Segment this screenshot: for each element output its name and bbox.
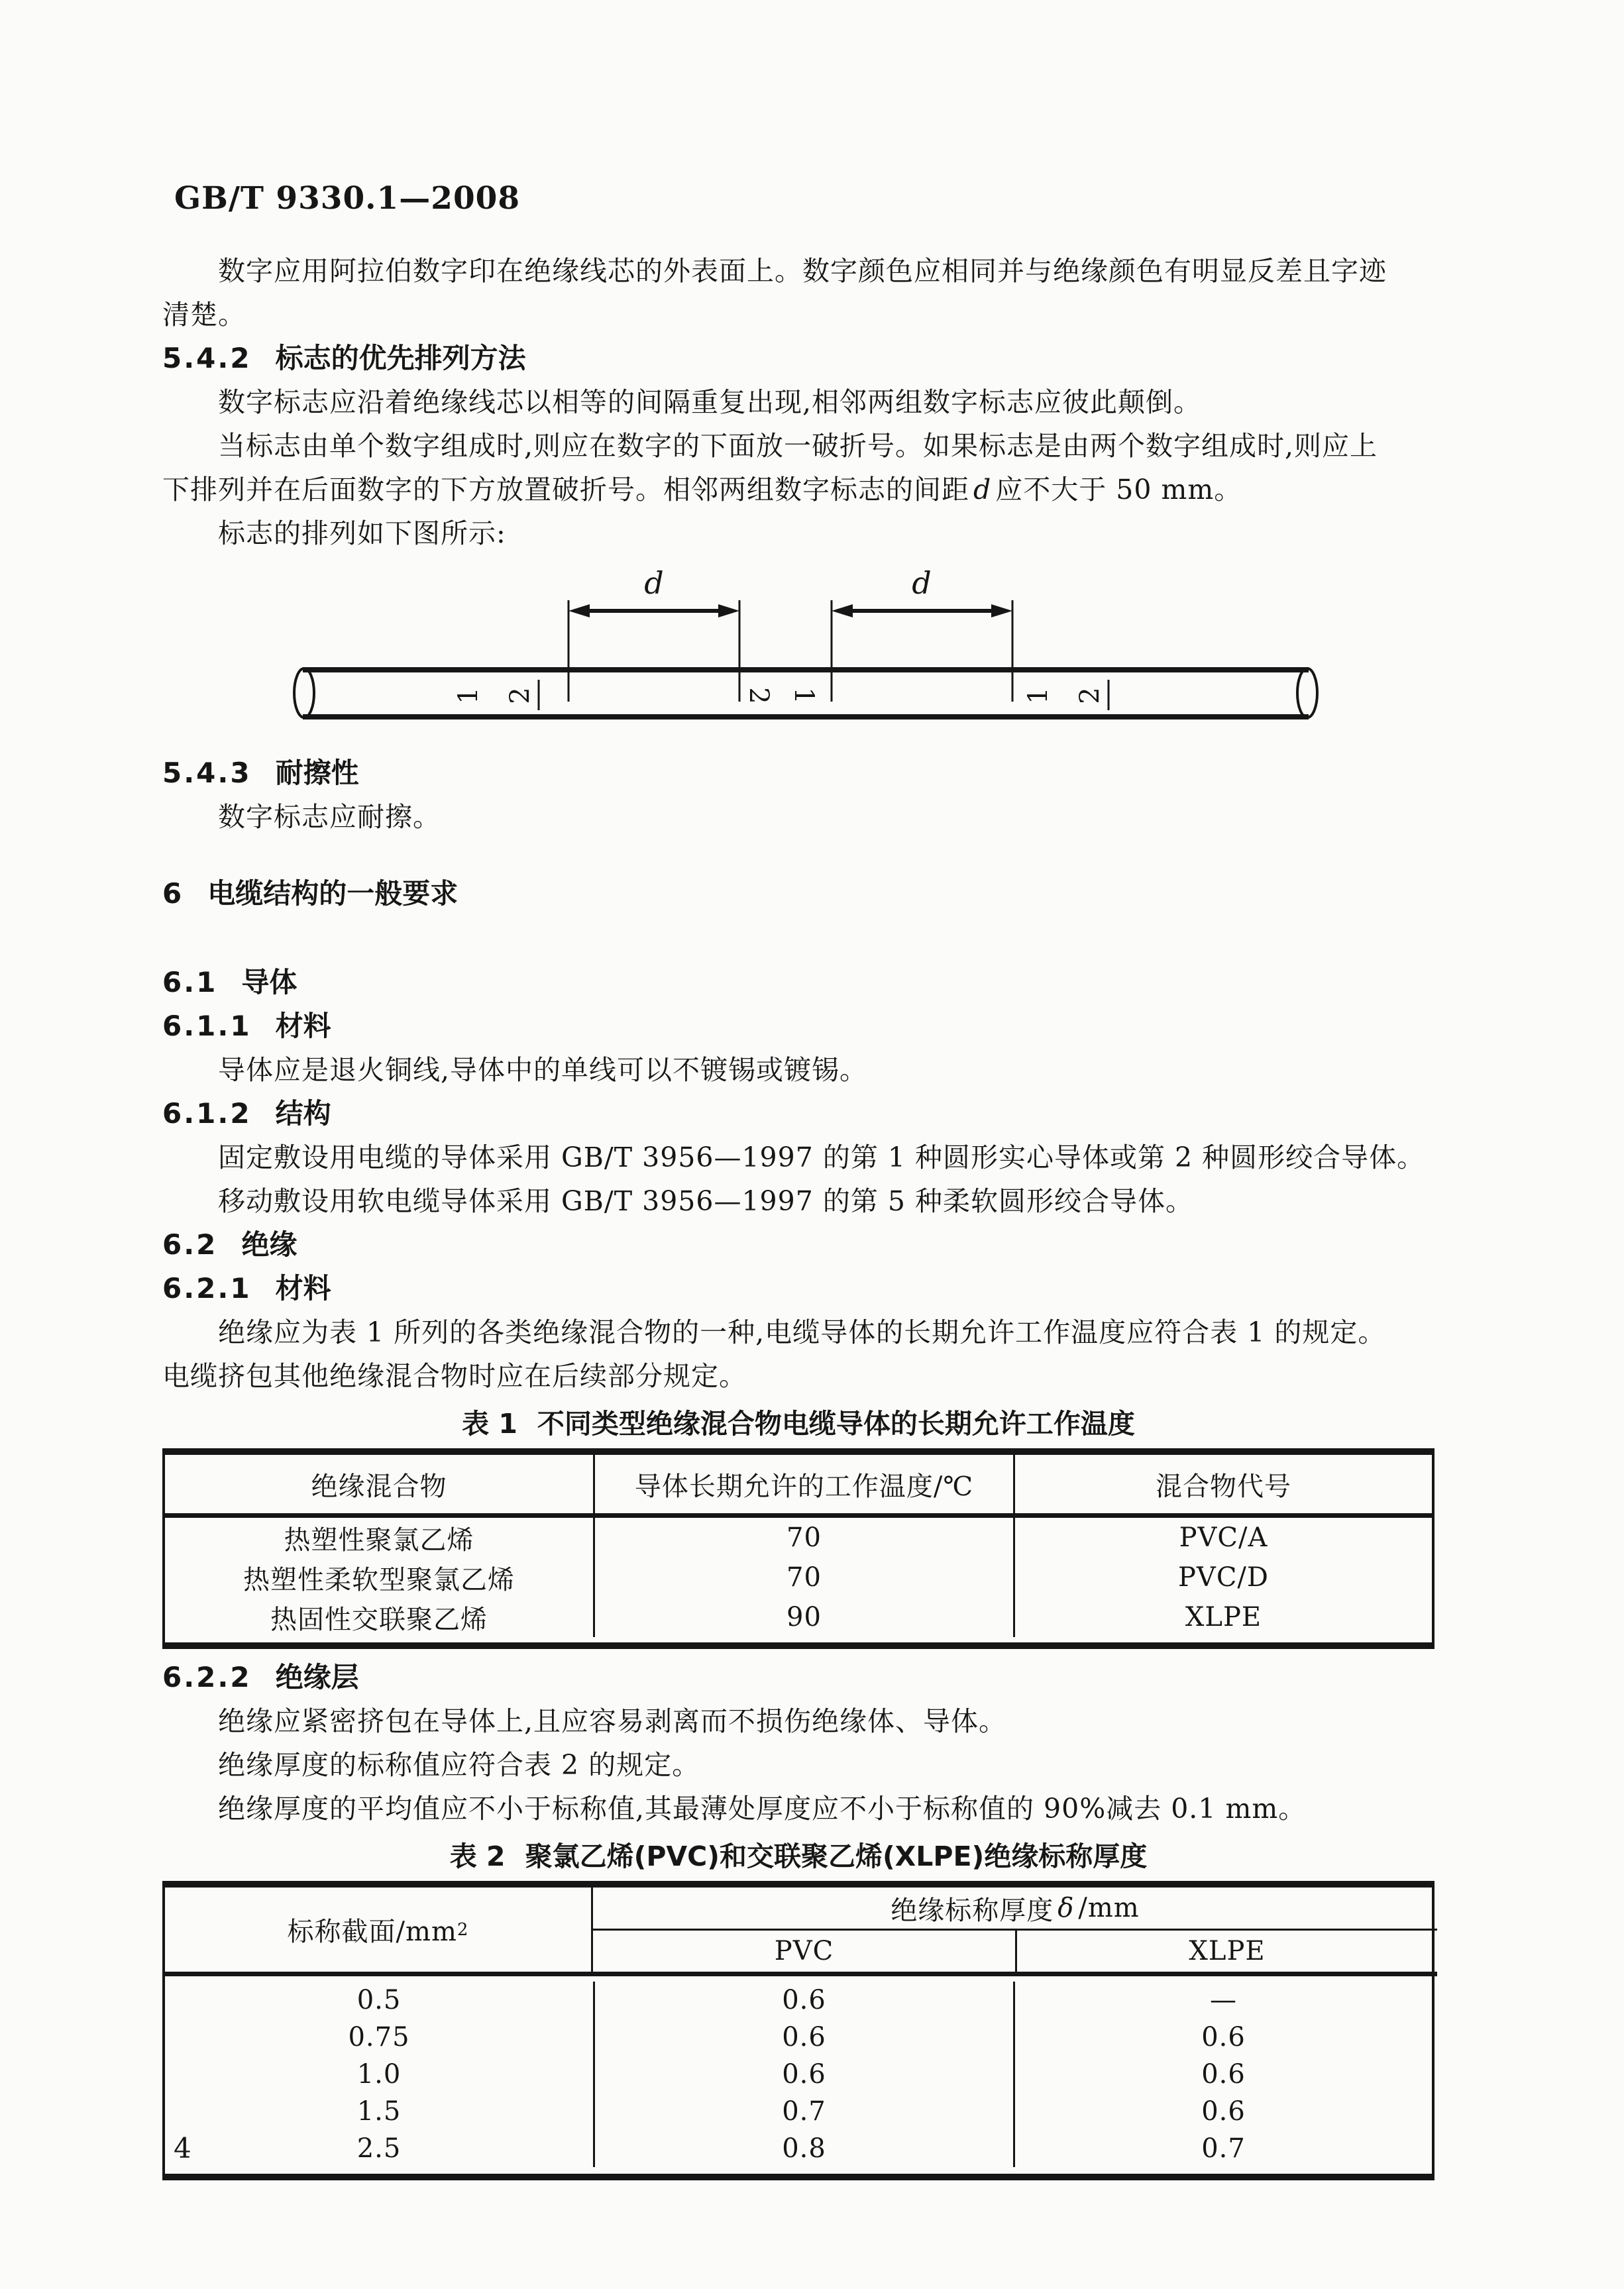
table-2-label: 表 2 <box>449 1840 506 1872</box>
table-2-cell-xlpe-2: 0.6 <box>1013 2019 1432 2056</box>
paragraph-single-digit-line2-post: 应不大于 50 mm。 <box>995 474 1242 506</box>
heading-6-2-1-number: 6.2.1 <box>162 1272 252 1304</box>
heading-6-1-1-title: 材料 <box>275 1010 331 1042</box>
heading-6-1-1-number: 6.1.1 <box>162 1010 252 1042</box>
paragraph-single-digit-line2 <box>162 468 1471 511</box>
table-2-cell-section-5: 2.5 <box>356 2133 402 2164</box>
standard-code: GB/T 9330.1—2008 <box>174 180 521 217</box>
paragraph-single-digit-line1: 当标志由单个数字组成时,则应在数字的下面放一破折号。如果标志是由两个数字组成时,则应上 <box>218 430 1378 462</box>
mark-group1-digit1: 1 <box>453 687 484 704</box>
table-2-cell-xlpe-1: — <box>1013 1982 1432 2019</box>
heading-6-2-number: 6.2 <box>162 1228 218 1261</box>
table-2-cell-xlpe-5: 0.7 <box>1013 2130 1432 2167</box>
table-1-header-insulation-compound: 绝缘混合物 <box>165 1455 593 1518</box>
paragraph-single-digit-line2-pre: 下排列并在后面数字的下方放置破折号。相邻两组数字标志的间距 <box>162 474 969 506</box>
heading-6-1-2-number: 6.1.2 <box>162 1097 252 1130</box>
paragraph-wear-resistance: 数字标志应耐擦。 <box>218 801 441 833</box>
heading-6-2 <box>162 1223 1471 1267</box>
heading-6-2-1 <box>162 1267 1471 1310</box>
arrowhead-right-1 <box>718 604 739 617</box>
table-2-title <box>162 1835 1435 1878</box>
paragraph-insulation-layer-3: 绝缘厚度的平均值应不小于标称值,其最薄处厚度应不小于标称值的 90%减去 0.1 mm。 <box>218 1793 1307 1825</box>
table-2-cell-xlpe-4: 0.6 <box>1013 2093 1432 2130</box>
heading-5-4-3-title: 耐擦性 <box>275 757 359 789</box>
table-2-header-nominal-section-sup: 2 <box>457 1919 469 1940</box>
paragraph-marking-surface-line2: 清楚。 <box>162 299 246 331</box>
table-row <box>165 2019 1432 2056</box>
table-1-header-max-temperature: 导体长期允许的工作温度/℃ <box>593 1455 1013 1518</box>
table-row <box>165 2093 1432 2130</box>
heading-6-1-number: 6.1 <box>162 966 218 998</box>
table-1-cell-temp-1: 70 <box>593 1518 1013 1558</box>
table-1-header-compound-code: 混合物代号 <box>1013 1455 1432 1518</box>
table-row <box>165 2056 1432 2093</box>
table-2-cell-section-3: 1.0 <box>356 2059 402 2090</box>
table-2-cell-pvc-2: 0.6 <box>593 2019 1013 2056</box>
cable-right-end <box>1297 668 1317 718</box>
table-2-header-nominal-thickness <box>593 1888 1437 1931</box>
cable-marking-diagram <box>162 566 1461 751</box>
table-row <box>165 1558 1432 1597</box>
heading-5-4-2 <box>162 337 1471 380</box>
table-1-cell-material-1: 热塑性聚氯乙烯 <box>284 1524 474 1556</box>
table-1-cell-temp-2: 70 <box>593 1558 1013 1597</box>
paragraph-figure-intro: 标志的排列如下图所示: <box>218 517 506 549</box>
table-2-header-nominal-section <box>165 1888 593 1976</box>
heading-5-4-2-number: 5.4.2 <box>162 342 252 374</box>
heading-5-4-3-number: 5.4.3 <box>162 757 252 789</box>
mark-group1-digit2: 2 <box>505 687 535 704</box>
table-2 <box>162 1881 1435 2180</box>
paragraph-insulation-layer-1: 绝缘应紧密挤包在导体上,且应容易剥离而不损伤绝缘体、导体。 <box>218 1705 1007 1737</box>
table-row <box>165 2130 1432 2174</box>
table-1-cell-code-1: PVC/A <box>1013 1518 1432 1558</box>
table-1-cell-code-2: PVC/D <box>1013 1558 1432 1597</box>
paragraph-insulation-line1: 绝缘应为表 1 所列的各类绝缘混合物的一种,电缆导体的长期允许工作温度应符合表 1 的规定。 <box>218 1316 1386 1348</box>
paragraph-insulation-line2: 电缆挤包其他绝缘混合物时应在后续部分规定。 <box>162 1360 747 1392</box>
distance-variable-d: d <box>973 474 992 506</box>
table-1-cell-code-3: XLPE <box>1013 1597 1432 1637</box>
table-2-cell-xlpe-3: 0.6 <box>1013 2056 1432 2093</box>
table-1-cell-temp-3: 90 <box>593 1597 1013 1637</box>
heading-6-1-title: 导体 <box>241 966 298 998</box>
table-2-cell-section-2: 0.75 <box>348 2022 410 2052</box>
heading-5-4-3 <box>162 751 1471 795</box>
dimension-label-d-left: d <box>644 566 664 601</box>
page-content <box>162 0 1471 2180</box>
mark-group2-digit2: 1 <box>788 687 819 704</box>
heading-6-title: 电缆结构的一般要求 <box>207 877 459 910</box>
dimension-label-d-right: d <box>912 566 932 601</box>
table-1 <box>162 1448 1435 1649</box>
paragraph-mobile-installation: 移动敷设用软电缆导体采用 GB/T 3956—1997 的第 5 种柔软圆形绞合导体。 <box>218 1185 1193 1217</box>
arrowhead-left-1 <box>568 604 590 617</box>
table-2-cell-pvc-5: 0.8 <box>593 2130 1013 2167</box>
heading-6-number: 6 <box>162 877 184 910</box>
table-2-cell-pvc-1: 0.6 <box>593 1982 1013 2019</box>
mark-group2-digit1: 2 <box>743 687 774 704</box>
table-2-header-nominal-section-text: 标称截面/mm <box>287 1917 457 1947</box>
paragraph-fixed-installation: 固定敷设用电缆的导体采用 GB/T 3956—1997 的第 1 种圆形实心导体或第 2 种圆形绞合导体。 <box>218 1142 1425 1173</box>
table-row <box>165 1597 1432 1642</box>
table-2-header <box>165 1888 1432 1976</box>
table-2-header-thickness-pre: 绝缘标称厚度 <box>891 1895 1054 1926</box>
paragraph-marking-repeat: 数字标志应沿着绝缘线芯以相等的间隔重复出现,相邻两组数字标志应彼此颠倒。 <box>218 386 1202 418</box>
paragraph-conductor-material: 导体应是退火铜线,导体中的单线可以不镀锡或镀锡。 <box>218 1054 868 1086</box>
table-2-cell-section-1: 0.5 <box>356 1985 402 2015</box>
table-row <box>165 1518 1432 1558</box>
heading-6-2-2 <box>162 1656 1471 1699</box>
paragraph-marking-surface-line1: 数字应用阿拉伯数字印在绝缘线芯的外表面上。数字颜色应相同并与绝缘颜色有明显反差且字迹 <box>218 255 1387 287</box>
table-2-caption: 聚氯乙烯(PVC)和交联聚乙烯(XLPE)绝缘标称厚度 <box>525 1840 1148 1872</box>
heading-6-1-2 <box>162 1092 1471 1136</box>
table-2-subheader-pvc: PVC <box>593 1931 1015 1976</box>
arrowhead-left-2 <box>832 604 853 617</box>
table-1-label: 表 1 <box>462 1408 517 1440</box>
heading-6-2-title: 绝缘 <box>241 1228 298 1261</box>
heading-6-2-2-number: 6.2.2 <box>162 1661 252 1693</box>
mark-group3-digit1: 1 <box>1023 687 1054 704</box>
table-2-header-thickness-post: /mm <box>1078 1893 1140 1923</box>
heading-6-1 <box>162 961 1471 1004</box>
mark-group3-digit2: 2 <box>1075 687 1105 704</box>
delta-variable: δ <box>1057 1893 1075 1923</box>
table-1-title <box>162 1402 1435 1446</box>
page-number: 4 <box>174 2132 191 2164</box>
table-1-header-row <box>165 1455 1432 1518</box>
table-2-cell-pvc-4: 0.7 <box>593 2093 1013 2130</box>
heading-6-2-2-title: 绝缘层 <box>275 1661 359 1693</box>
heading-6-2-1-title: 材料 <box>275 1272 331 1304</box>
paragraph-insulation-layer-2: 绝缘厚度的标称值应符合表 2 的规定。 <box>218 1749 700 1781</box>
table-2-cell-pvc-3: 0.6 <box>593 2056 1013 2093</box>
table-2-cell-section-4: 1.5 <box>356 2096 402 2127</box>
table-1-cell-material-2: 热塑性柔软型聚氯乙烯 <box>243 1564 515 1595</box>
table-2-subheader-xlpe: XLPE <box>1015 1931 1437 1976</box>
table-1-cell-material-3: 热固性交联聚乙烯 <box>270 1604 488 1635</box>
table-row <box>165 1982 1432 2019</box>
table-2-subheader-row <box>593 1931 1437 1976</box>
heading-5-4-2-title: 标志的优先排列方法 <box>275 342 526 374</box>
cable-left-end <box>294 668 314 718</box>
cable-marking-figure <box>162 566 1461 751</box>
table-1-caption: 不同类型绝缘混合物电缆导体的长期允许工作温度 <box>537 1408 1135 1440</box>
arrowhead-right-2 <box>991 604 1012 617</box>
heading-6-1-2-title: 结构 <box>275 1097 331 1130</box>
heading-6 <box>162 872 1471 916</box>
heading-6-1-1 <box>162 1004 1471 1048</box>
